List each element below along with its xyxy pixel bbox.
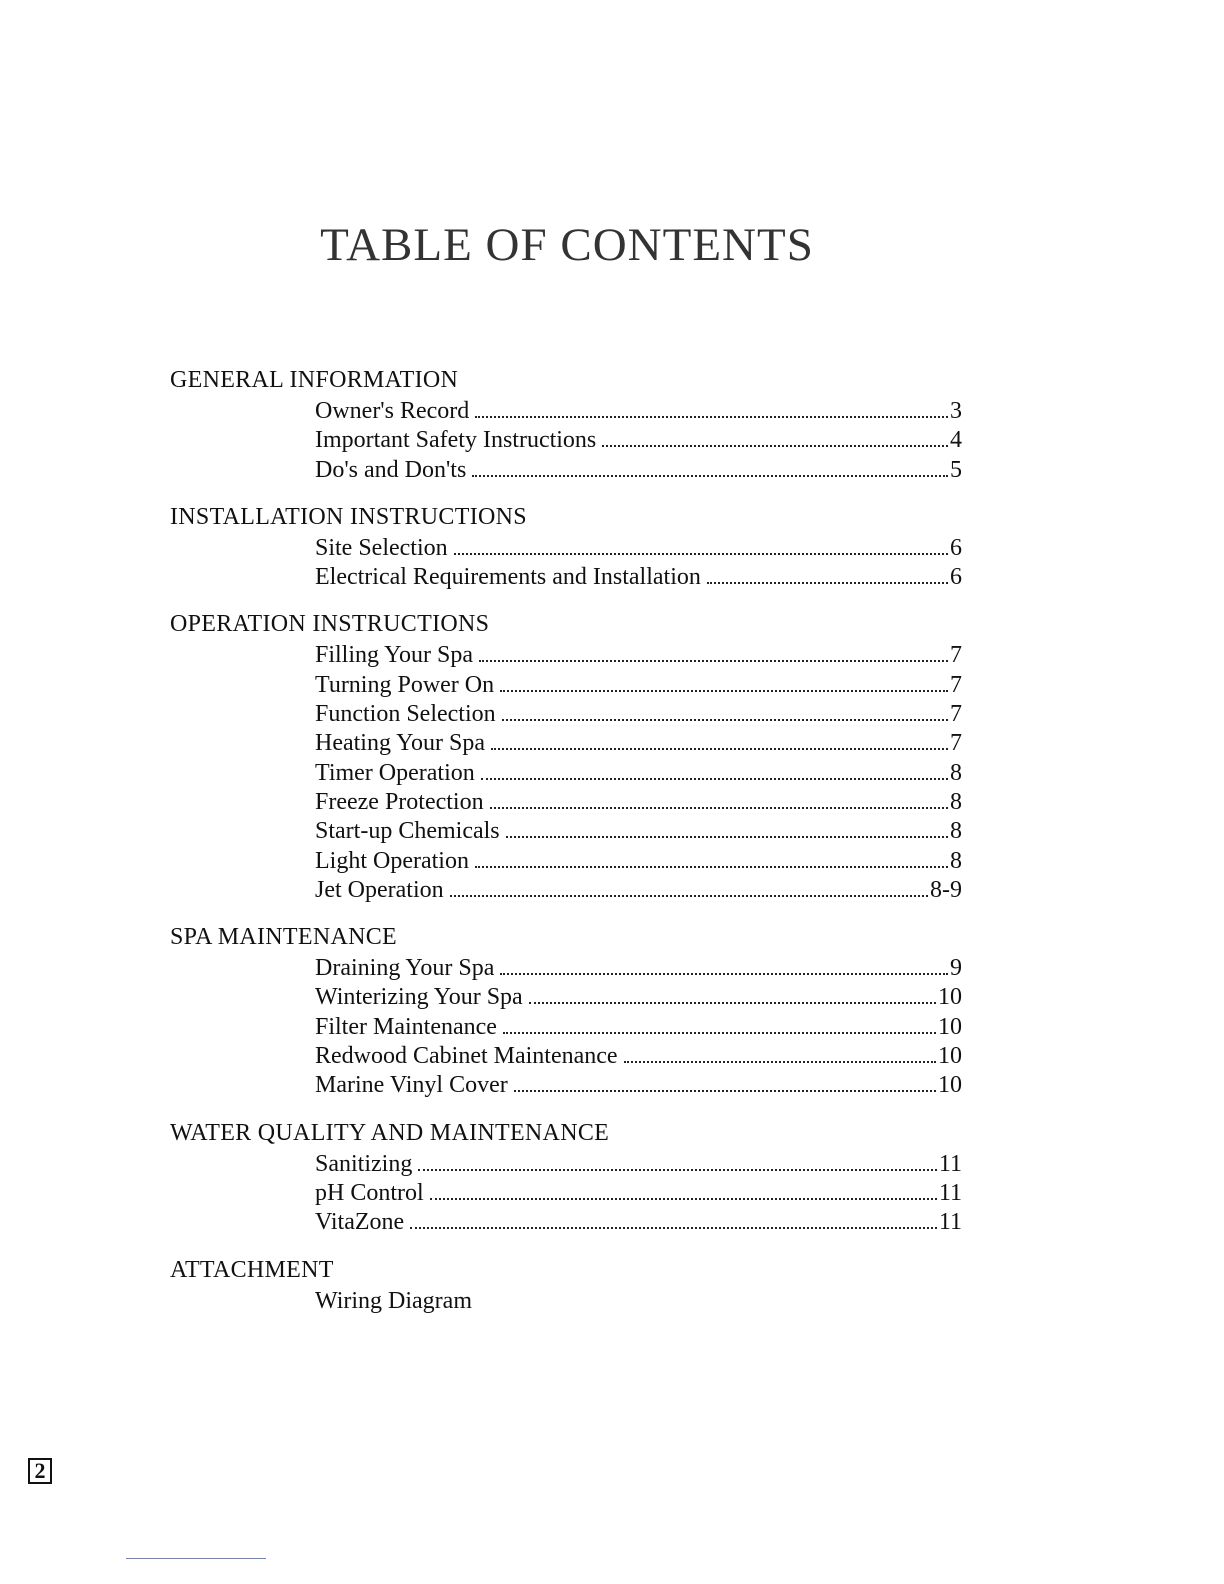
dot-leader	[472, 475, 948, 477]
entry-title: Site Selection	[315, 534, 448, 561]
entry-page-number: 11	[938, 1209, 962, 1236]
toc-entry	[315, 1071, 962, 1100]
entry-page-number: 7	[950, 701, 962, 728]
dot-leader	[454, 553, 948, 555]
entry-title: Wiring Diagram	[315, 1287, 472, 1314]
entry-page-number: 6	[950, 564, 962, 591]
dot-leader	[500, 973, 948, 975]
section-heading: GENERAL INFORMATION	[170, 367, 459, 393]
toc-section	[170, 1119, 970, 1238]
toc-entry	[315, 700, 962, 729]
entry-title: Redwood Cabinet Maintenance	[315, 1043, 618, 1070]
toc-section	[170, 366, 970, 485]
entry-title: Do's and Don'ts	[315, 456, 467, 483]
section-heading: SPA MAINTENANCE	[170, 924, 397, 951]
entry-page-number: 6	[950, 534, 962, 561]
entry-page-number: 11	[938, 1150, 962, 1177]
entry-page-number: 8	[950, 788, 962, 815]
entry-title: pH Control	[315, 1179, 424, 1206]
dot-leader	[410, 1227, 937, 1229]
toc-entry	[315, 534, 962, 563]
section-heading: INSTALLATION INSTRUCTIONS	[170, 503, 527, 530]
toc-entry	[315, 671, 962, 700]
entry-page-number: 7	[950, 671, 962, 698]
dot-leader	[479, 660, 948, 662]
entry-title: Freeze Protection	[315, 788, 484, 815]
toc-entry	[315, 563, 962, 592]
dot-leader	[475, 866, 948, 868]
toc-section	[170, 923, 970, 1100]
dot-leader	[529, 1002, 936, 1004]
toc-section	[170, 503, 970, 593]
toc-entry	[315, 983, 962, 1012]
dot-leader	[624, 1061, 936, 1063]
dot-leader	[475, 416, 948, 418]
entry-title: VitaZone	[315, 1209, 405, 1236]
toc-entry	[315, 817, 962, 846]
entry-title: Filling Your Spa	[315, 642, 474, 669]
entry-title: Filter Maintenance	[315, 1013, 497, 1040]
toc-section	[170, 610, 970, 905]
toc-entry	[315, 876, 962, 905]
entry-title: Electrical Requirements and Installation	[315, 564, 701, 591]
entry-page-number: 8	[950, 818, 962, 845]
entry-title: Owner's Record	[315, 398, 470, 424]
toc-entry	[315, 788, 962, 817]
toc-entry	[315, 954, 962, 983]
entry-page-number: 9	[950, 955, 962, 982]
dot-leader	[500, 690, 948, 692]
entry-title: Draining Your Spa	[315, 955, 495, 982]
dot-leader	[707, 582, 948, 584]
toc-entry	[315, 426, 962, 455]
toc-entry	[315, 729, 962, 758]
toc-entry	[315, 1208, 962, 1237]
toc-entry	[315, 397, 962, 426]
entry-title: Heating Your Spa	[315, 730, 486, 757]
toc-entry	[315, 1013, 962, 1042]
page-title: TABLE OF CONTENTS	[320, 219, 814, 271]
bottom-rule	[126, 1558, 266, 1559]
table-of-contents	[170, 366, 970, 1334]
section-heading: WATER QUALITY AND MAINTENANCE	[170, 1119, 610, 1146]
entry-title: Winterizing Your Spa	[315, 984, 523, 1011]
section-heading: OPERATION INSTRUCTIONS	[170, 611, 490, 638]
entry-page-number: 4	[950, 427, 962, 454]
entry-page-number: 8	[950, 847, 962, 874]
toc-entry	[315, 847, 962, 876]
toc-entry	[315, 1042, 962, 1071]
dot-leader	[503, 1032, 936, 1034]
dot-leader	[491, 748, 948, 750]
entry-title: Turning Power On	[315, 671, 495, 698]
dot-leader	[481, 778, 948, 780]
toc-entry	[315, 759, 962, 788]
toc-entry	[315, 1179, 962, 1208]
entry-title: Timer Operation	[315, 759, 475, 786]
dot-leader	[418, 1169, 937, 1171]
entry-page-number: 5	[950, 456, 962, 483]
entry-title: Jet Operation	[315, 876, 444, 903]
dot-leader	[450, 895, 928, 897]
entry-page-number: 10	[938, 1072, 962, 1099]
entry-title: Important Safety Instructions	[315, 427, 597, 454]
dot-leader	[502, 719, 948, 721]
section-heading: ATTACHMENT	[170, 1256, 334, 1283]
entry-title: Marine Vinyl Cover	[315, 1072, 508, 1099]
entry-title: Function Selection	[315, 701, 496, 728]
toc-entry	[315, 1287, 962, 1316]
dot-leader	[602, 445, 948, 447]
toc-section	[170, 1256, 970, 1316]
entry-page-number: 8-9	[930, 876, 962, 903]
entry-page-number: 7	[950, 642, 962, 669]
entry-page-number: 10	[938, 984, 962, 1011]
toc-entry	[315, 641, 962, 670]
dot-leader	[490, 807, 948, 809]
entry-title: Start-up Chemicals	[315, 818, 500, 845]
entry-page-number: 7	[950, 730, 962, 757]
entry-page-number: 8	[950, 759, 962, 786]
dot-leader	[430, 1198, 937, 1200]
entry-page-number: 3	[950, 398, 962, 424]
entry-page-number: 10	[938, 1043, 962, 1070]
entry-title: Sanitizing	[315, 1150, 413, 1177]
entry-page-number: 10	[938, 1013, 962, 1040]
dot-leader	[506, 836, 948, 838]
page-number: 2	[28, 1458, 52, 1484]
entry-title: Light Operation	[315, 847, 469, 874]
toc-entry	[315, 456, 962, 485]
entry-page-number: 11	[938, 1179, 962, 1206]
dot-leader	[514, 1090, 936, 1092]
toc-entry	[315, 1150, 962, 1179]
